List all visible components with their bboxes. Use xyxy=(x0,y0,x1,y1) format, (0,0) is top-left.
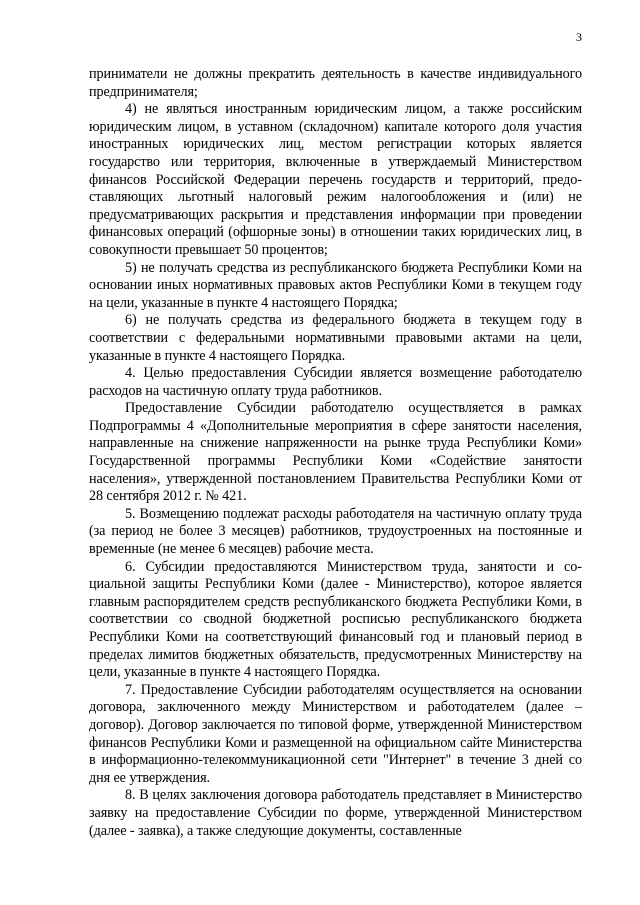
paragraph-condition-5: 5) не получать средства из республиканского бюджета Республики Коми на основании иных нормативных правовых актов Республики Коми в текущем году на цели, указанные в пункте 4 настоящего Порядка; xyxy=(89,259,582,311)
paragraph-condition-4: 4) не являться иностранным юридическим лицом, а также российским юридическим лицом, в уставном (складочном) капитале которого доля участия иностранных юридических лиц, местом регистрации которых является государство или территория, включенные в утверждаемый Министерством финансов Российской Федерации перечень государств и территорий, предоставляющих льготный налоговый режим налогообложения и (или) не предусматривающих раскрытия и представления информации при проведении финансовых операций (офшорные зоны) в отношении таких юридических лиц, в совокупности превышает 50 процентов; xyxy=(89,101,582,258)
paragraph-section-5: 5. Возмещению подлежат расходы работодателя на частичную оплату труда (за период не более 3 месяцев) работников, трудоустроенных на постоянные и временные (не менее 6 месяцев) рабочие места. xyxy=(89,505,582,558)
paragraph-section-8: 8. В целях заключения договора работодатель представляет в Министерство заявку на предоставление Субсидии по форме, утвержденной Министерством (далее - заявка), а также следующие документы, составленные xyxy=(89,787,582,839)
paragraph-continuation: приниматели не должны прекратить деятельность в качестве индивидуального предпринимателя; xyxy=(89,66,582,100)
paragraph-section-6: 6. Субсидии предоставляются Министерством труда, занятости и социальной защиты Республики Коми (далее - Министерство), которое является главным распорядителем средств республиканского бюджета Республики Коми, в соответствии со сводной бюджетной росписью республиканского бюджета Республики Коми на соответствующий финансовый год и плановый период в пределах лимитов бюджетных обязательств, предусмотренных Министерству на цели, указанные в пункте 4 настоящего Порядка. xyxy=(89,558,582,681)
document-body xyxy=(89,66,582,840)
paragraph-section-7: 7. Предоставление Субсидии работодателям осуществляется на основании договора, заключенного между Министерством и работодателем (далее – договор). Договор заключается по типовой форме, утвержденной Министерством финансов Республики Коми и размещенной на официальном сайте Министерства в информационно-телекоммуникационной сети "Интернет" в течение 3 дней со дня ее утверждения. xyxy=(89,681,582,786)
paragraph-condition-6: 6) не получать средства из федерального бюджета в текущем году в соответствии с федеральными нормативными правовыми актами на цели, указанные в пункте 4 настоящего Порядка. xyxy=(89,312,582,364)
paragraph-section-4: 4. Целью предоставления Субсидии является возмещение работодателю расходов на частичную оплату труда работников. xyxy=(89,365,582,399)
paragraph-section-4-program: Предоставление Субсидии работодателю осуществляется в рамках Подпрограммы 4 «Дополнительные мероприятия в сфере занятости населения, направленные на снижение напряженности на рынке труда Республики Коми» Государственной программы Республики Коми «Содействие занятости населения», утвержденной постановлением Правительства Республики Коми от 28 сентября 2012 г. № 421. xyxy=(89,400,582,505)
page-number: 3 xyxy=(576,30,582,44)
